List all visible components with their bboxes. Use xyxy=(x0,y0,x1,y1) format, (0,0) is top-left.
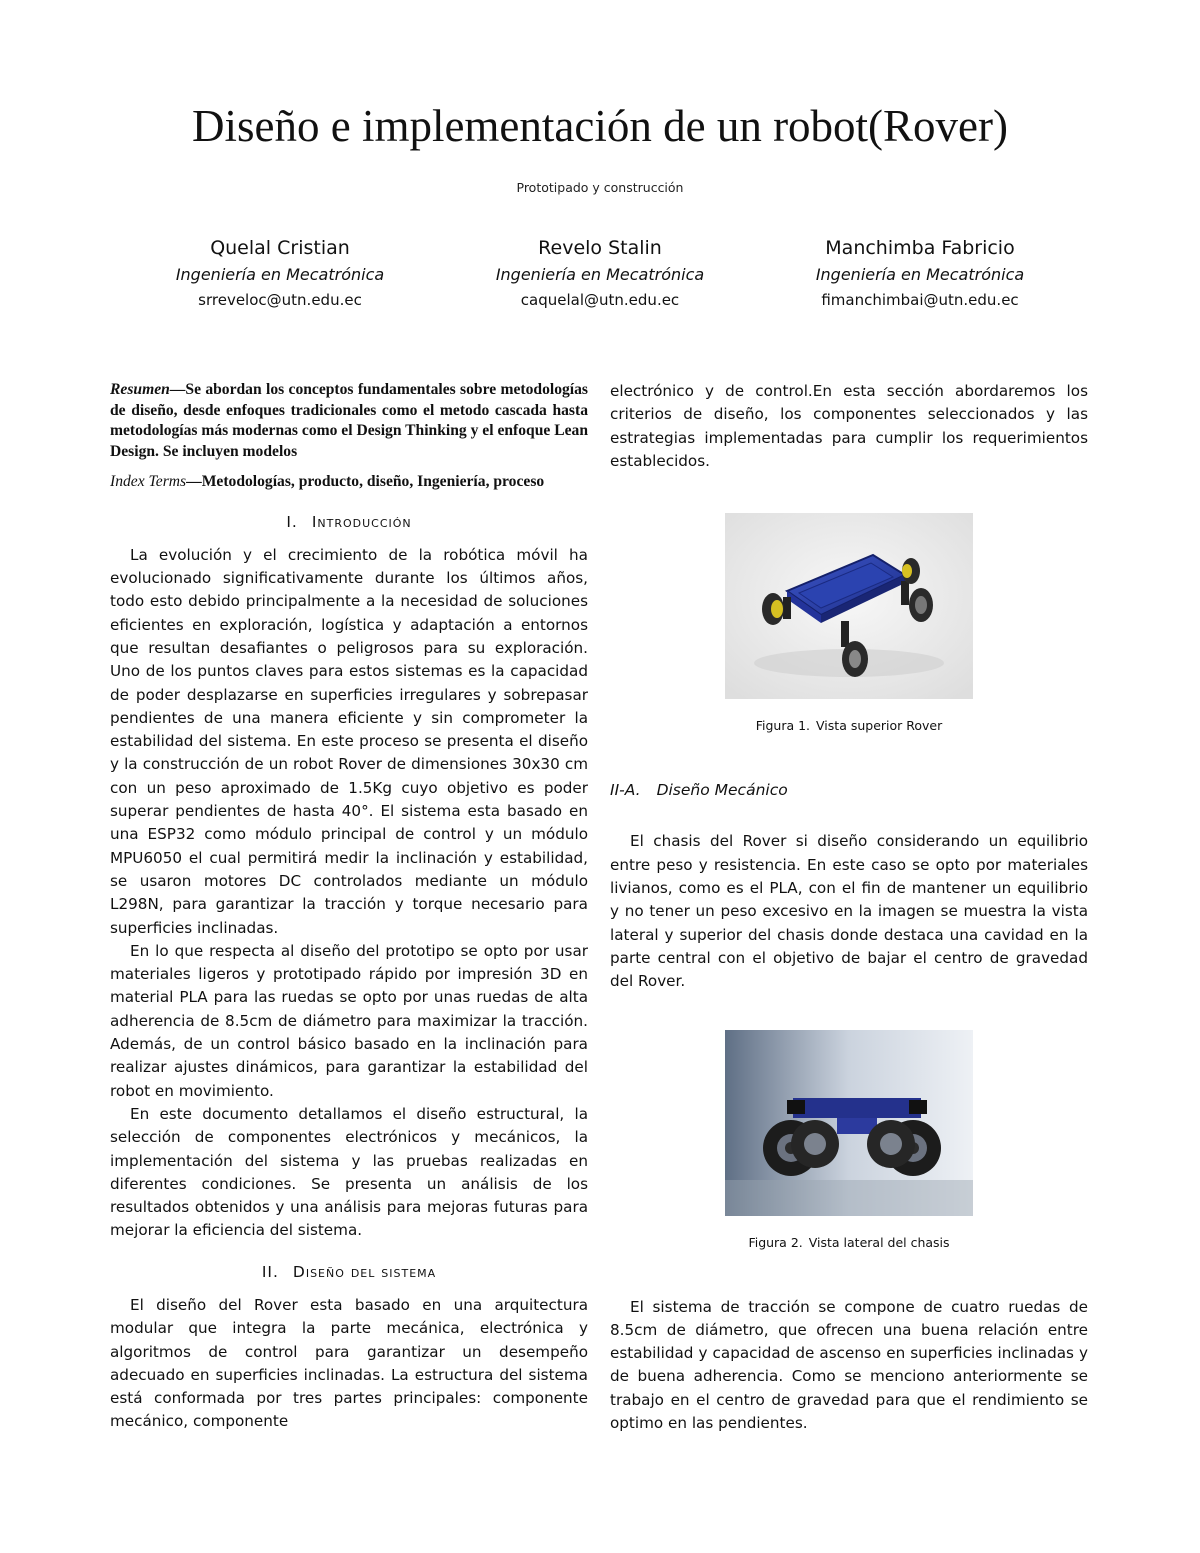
subsection-title: Diseño Mecánico xyxy=(656,781,788,800)
figure-2 xyxy=(610,1030,1088,1252)
wheel-icon xyxy=(867,1120,915,1168)
author-email: caquelal@utn.edu.ec xyxy=(520,291,680,309)
subsection-number: II-A. xyxy=(610,781,641,800)
paper-subtitle: Prototipado y construcción xyxy=(516,180,684,195)
author-email: srreveloc@utn.edu.ec xyxy=(198,291,362,309)
author-3 xyxy=(770,234,1070,313)
figure-caption-text: Vista superior Rover xyxy=(816,718,943,734)
paper-title: Diseño e implementación de un robot(Rover) xyxy=(191,101,1009,151)
figure-1-caption xyxy=(610,717,1088,735)
wheel-icon xyxy=(909,588,933,622)
author-email: fimanchimbai@utn.edu.ec xyxy=(821,291,1019,309)
figure-1 xyxy=(610,513,1088,735)
wheel-icon xyxy=(902,558,920,584)
body-paragraph: El sistema de tracción se compone de cuatro ruedas de 8.5cm de diámetro, que ofrecen una buena relación entre estabilidad y capacidad de ascenso en superficies inclinadas y de buena adherencia. Como se menciono anteriormente se trabajo en el centro de gravedad para que el rendimiento se optimo en las pendientes. xyxy=(610,1297,1088,1433)
section-number: I. xyxy=(286,512,298,531)
abstract-lead: Resumen xyxy=(110,381,170,398)
figure-label: Figura 1. xyxy=(755,718,811,734)
body-paragraph: En este documento detallamos el diseño estructural, la selección de componentes electrónicos y mecánicos, la implementación del sistema y las pruebas realizadas en diferentes condiciones. Se presenta un análisis de los resultados obtenidos y una análisis para mejoras futuras para mejorar la eficiencia del sistema. xyxy=(110,1104,588,1240)
author-name: Manchimba Fabricio xyxy=(825,237,1015,259)
author-block xyxy=(130,234,1070,313)
subsection-heading-mechanical xyxy=(610,779,1088,802)
rover-top-view-image xyxy=(725,513,973,699)
author-affiliation: Ingeniería en Mecatrónica xyxy=(815,265,1025,284)
abstract-text: —Se abordan los conceptos fundamentales sobre metodologías de diseño, desde enfoques tradicionales como el metodo cascada hasta metodologías más modernas como el Design Thinking y el enfoque Lean Design. Se incluyen modelos xyxy=(110,381,588,460)
index-terms xyxy=(110,472,588,493)
figure-label: Figura 2. xyxy=(748,1234,803,1250)
rover-side-view-image xyxy=(725,1030,973,1216)
body-paragraph: El chasis del Rover si diseño considerando un equilibrio entre peso y resistencia. En este caso se opto por materiales livianos, como es el PLA, con el fin de mantener un equilibrio y no tener un peso excesivo en la imagen se muestra la vista lateral y superior del chasis donde destaca una cavidad en la parte central con el objetivo de bajar el centro de gravedad del Rover. xyxy=(610,832,1088,991)
author-name: Revelo Stalin xyxy=(538,237,662,259)
index-terms-text: —Metodologías, producto, diseño, Ingeniería, proceso xyxy=(186,473,545,490)
author-1 xyxy=(130,234,430,313)
wheel-icon xyxy=(762,593,784,625)
section-heading-introduction xyxy=(110,511,588,534)
section-number: II. xyxy=(261,1262,279,1281)
wheel-icon xyxy=(842,641,868,677)
body-paragraph: En lo que respecta al diseño del prototipo se opto por usar materiales ligeros y prototipado rápido por impresión 3D en material PLA para las ruedas se opto por unas ruedas de alta adherencia de 8.5cm de diámetro para maximizar la tracción. Además, de un control básico basado en la inclinación para realizar ajustes dinámicos, para garantizar la estabilidad del robot en movimiento. xyxy=(110,941,588,1100)
body-paragraph: La evolución y el crecimiento de la robótica móvil ha evolucionado significativamente durante los últimos años, todo esto debido principalmente a la necesidad de soluciones eficientes en exploración, logística y adaptación a entornos que resultan desafiantes o peligrosos para su exploración. Uno de los puntos claves para estos sistemas es la capacidad de poder desplazarse en superficies irregulares y sobrepasar pendientes de una manera eficiente y sin comprometer la estabilidad del sistema. En este proceso se presenta el diseño y la construcción de un robot Rover de dimensiones 30x30 cm con un peso aproximado de 1.5Kg cuyo objetivo es poder superar pendientes de hasta 40°. El sistema esta basado en una ESP32 como módulo principal de control y un módulo MPU6050 el cual permitirá medir la inclinación y estabilidad, se usaron motores DC controlados mediante un módulo L298N, para garantizar la tracción y torque necesario para superficies inclinadas. xyxy=(110,545,588,937)
left-column xyxy=(110,380,588,1434)
figure-caption-text: Vista lateral del chasis xyxy=(808,1234,950,1250)
author-2 xyxy=(450,234,750,313)
author-affiliation: Ingeniería en Mecatrónica xyxy=(175,265,385,284)
figure-2-caption xyxy=(610,1234,1088,1252)
section-heading-system-design xyxy=(110,1261,588,1284)
section-title: Introducción xyxy=(311,512,412,531)
wheel-icon xyxy=(791,1120,839,1168)
body-paragraph: electrónico y de control.En esta sección abordaremos los criterios de diseño, los componentes seleccionados y las estrategias implementadas para cumplir los requerimientos establecidos. xyxy=(610,382,1088,470)
section-title: Diseño del sistema xyxy=(292,1262,437,1281)
author-name: Quelal Cristian xyxy=(210,237,350,259)
author-affiliation: Ingeniería en Mecatrónica xyxy=(495,265,705,284)
right-column xyxy=(610,380,1088,1435)
abstract xyxy=(110,380,588,462)
body-paragraph: El diseño del Rover esta basado en una arquitectura modular que integra la parte mecánica, electrónica y algoritmos de control para garantizar un desempeño adecuado en superficies inclinadas. La estructura del sistema está conformada por tres partes principales: componente mecánico, componente xyxy=(110,1296,588,1431)
index-terms-lead: Index Terms xyxy=(110,473,187,490)
